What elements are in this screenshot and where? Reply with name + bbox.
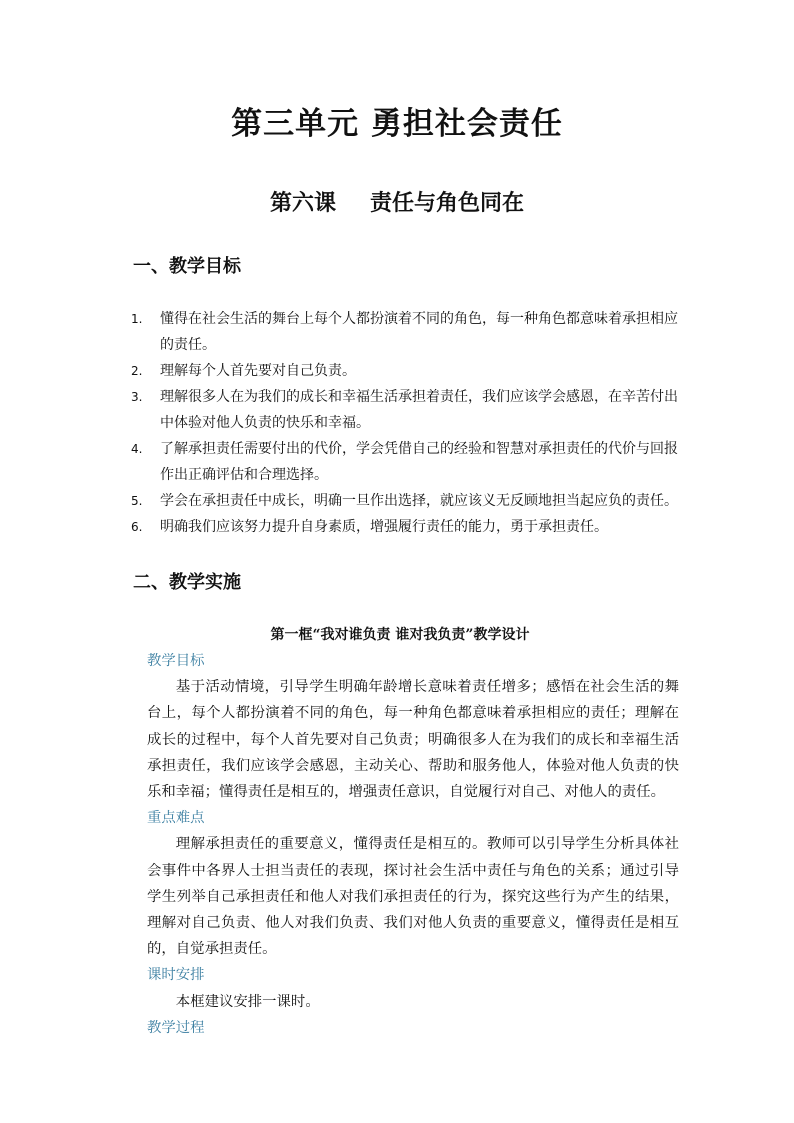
goal-item xyxy=(131,358,691,384)
goal-item xyxy=(131,436,691,488)
frame-title: 第一框“我对谁负责 谁对我负责”教学设计 xyxy=(270,627,530,643)
teaching-goals-paragraph: 基于活动情境，引导学生明确年龄增长意味着责任增多；感悟在社会生活的舞台上，每个人都扮演着不同的角色，每一种角色都意味着承担相应的责任；理解在成长的过程中，每个人首先要对自己负责；明确很多人在为我们的成长和幸福生活承担责任，我们应该学会感恩，主动关心、帮助和服务他人，体验对他人负责的快乐和幸福；懂得责任是相互的，增强责任意识，自觉履行对自己、对他人的责任。 xyxy=(147,679,679,801)
unit-title: 第三单元 勇担社会责任 xyxy=(231,106,563,142)
section-heading-implementation: 二、教学实施 xyxy=(133,572,241,593)
subheading-teaching-goals: 教学目标 xyxy=(147,653,205,669)
subheading-schedule: 课时安排 xyxy=(147,967,205,984)
lesson-number: 第六课 xyxy=(269,190,336,216)
goal-item xyxy=(131,488,691,514)
key-points-paragraph: 理解承担责任的重要意义，懂得责任是相互的。教师可以引导学生分析具体社会事件中各界人士担当责任的表现，探讨社会生活中责任与角色的关系；通过引导学生列举自己承担责任和他人对我们承担责任的行为，探究这些行为产生的结果，理解对自己负责、他人对我们负责、我们对他人负责的重要意义，懂得责任是相互的，自觉承担责任。 xyxy=(147,836,679,958)
goal-list xyxy=(131,306,691,540)
goal-item xyxy=(131,514,691,540)
goal-number: 2. xyxy=(131,364,143,378)
goal-number: 1. xyxy=(131,312,143,326)
goal-number: 4. xyxy=(131,442,143,456)
goal-text: 明确我们应该努力提升自身素质，增强履行责任的能力，勇于承担责任。 xyxy=(160,519,608,535)
goal-text: 理解每个人首先要对自己负责。 xyxy=(160,363,356,379)
lesson-name: 责任与角色同在 xyxy=(370,190,525,216)
goal-number: 3. xyxy=(131,390,143,404)
lesson-design xyxy=(147,648,679,1041)
goal-text: 懂得在社会生活的舞台上每个人都扮演着不同的角色，每一种角色都意味着承担相应的责任。 xyxy=(160,311,678,353)
goal-text: 了解承担责任需要付出的代价，学会凭借自己的经验和智慧对承担责任的代价与回报作出正确评估和合理选择。 xyxy=(160,441,678,483)
goal-number: 6. xyxy=(131,520,143,534)
goal-text: 学会在承担责任中成长，明确一旦作出选择，就应该义无反顾地担当起应负的责任。 xyxy=(160,493,678,509)
goal-item xyxy=(131,306,691,358)
subheading-key-points: 重点难点 xyxy=(147,810,205,827)
goal-text: 理解很多人在为我们的成长和幸福生活承担着责任，我们应该学会感恩，在辛苦付出中体验对他人负责的快乐和幸福。 xyxy=(160,389,678,431)
section-heading-goals: 一、教学目标 xyxy=(133,256,241,277)
goal-item xyxy=(131,384,691,436)
schedule-paragraph: 本框建议安排一课时。 xyxy=(175,993,320,1010)
subheading-process: 教学过程 xyxy=(147,1019,205,1036)
lesson-title xyxy=(0,186,794,217)
goal-number: 5. xyxy=(131,494,143,508)
